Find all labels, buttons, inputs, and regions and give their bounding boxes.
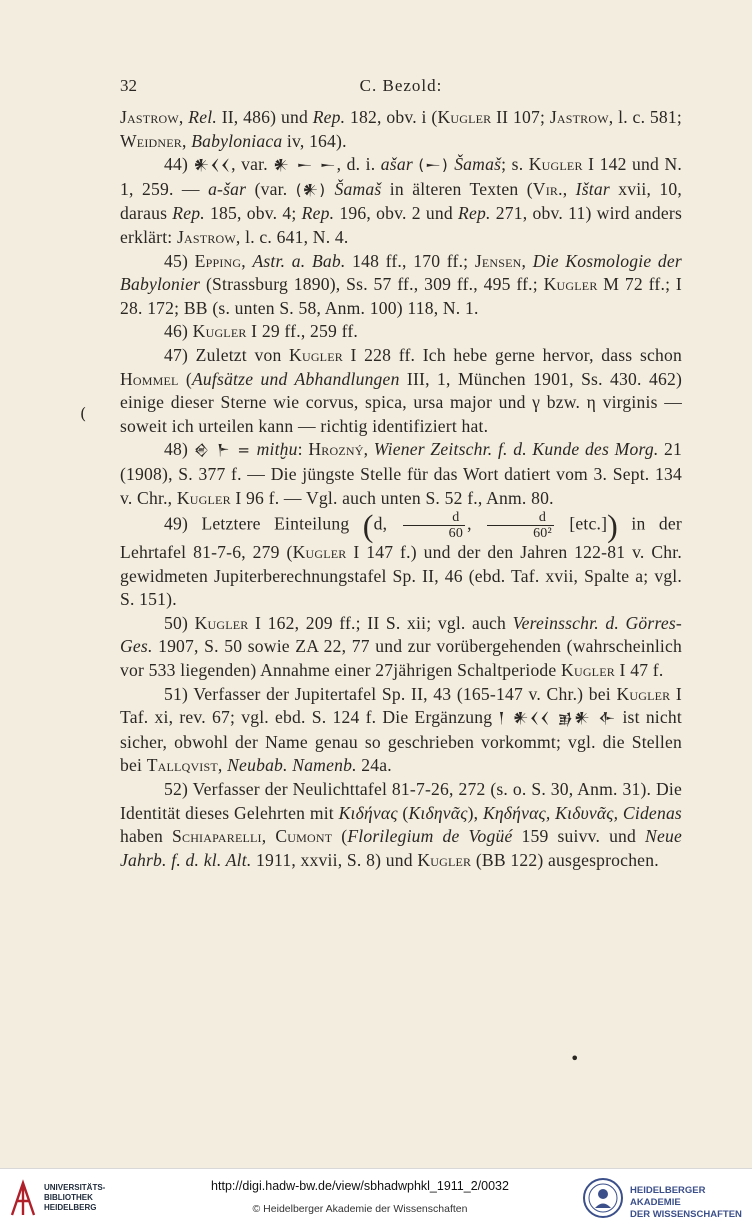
note-46: 46) Kugler I 29 ff., 259 ff. xyxy=(164,321,359,342)
note-51: 51) Verfasser der Jupitertafel Sp. II, 43 (165-147 v. Chr.) bei Kugler I Taf. xi, rev. 67; vgl. ebd. S. 124 f. Die Ergänzung 𒁹 𒀭𒌋𒌋 𒂊𒀭 𒅆 ist nicht sicher, obwohl der Name genau so geschrieben vorkommt; vgl. die Stellen bei Tallqvist, Neubab. Namenb. 24a. xyxy=(120,683,682,776)
page-header xyxy=(120,76,682,100)
fraction: $\frac{d}{\text{60²}}$ xyxy=(487,510,554,541)
note-50: 50) Kugler I 162, 209 ff.; II S. xii; vgl. auch Vereinsschr. d. Görres-Ges. 1907, S. 50 sowie ZA 22, 77 und zur vorübergehenden (wahrscheinlich vor 533 liegenden) Annahme einer 27jährigen Schaltperiode Kugler I 47 f. xyxy=(120,612,682,681)
cuneiform-glyph: 𒀭 𒀸 𒀸 xyxy=(273,156,337,175)
permalink-url[interactable]: http://digi.hadw-bw.de/view/sbhadwphkl_1911_2/0032 xyxy=(211,1179,509,1193)
note-45: 45) Epping, Astr. a. Bab. 148 ff., 170 ff.; Jensen, Die Kosmologie der Babylonier (Strassburg 1890), Ss. 57 ff., 309 ff., 495 ff.; Kugler M 72 ff.; I 28. 172; BB (s. unten S. 58, Anm. 100) 118, N. 1. xyxy=(120,250,682,318)
cuneiform-glyph: 𒄴 𒈨 = xyxy=(193,441,251,460)
academy-seal-icon xyxy=(582,1177,624,1219)
university-library-name: UNIVERSITÄTS- BIBLIOTHEK HEIDELBERG xyxy=(44,1183,106,1212)
fraction: $\frac{d}{60}$ xyxy=(403,510,465,541)
note-52: 52) Verfasser der Neulichttafel 81-7-26, 272 (s. o. S. 30, Anm. 31). Die Identität dieses Gelehrten mit Κιδήνας (Κιδηνᾶς), Κηδήνας, Κιδυνᾶς, Cidenas haben Schiaparelli, Cumont (Florilegium de Vogüé 159 suivv. und Neue Jahrb. f. d. kl. Alt. 1911, xxvii, S. 8) und Kugler (BB 122) ausgesprochen. xyxy=(120,779,682,870)
note-49: 49) Letztere Einteilung (d, $\frac{d}{60}$ , $\frac{d}{\text{60²}}$ [etc.]) in der Lehrtafel 81-7-6, 279 (Kugler I 147 f.) und der den Jahren 122-81 v. Chr. gewidmeten Jupiterberechnungstafel Sp. II, 46 (ebd. Taf. xvii, Spalte a; vgl. S. 151). xyxy=(120,507,682,610)
viewer-footer xyxy=(0,1168,752,1227)
university-library-logo-icon xyxy=(8,1179,38,1219)
academy-name: HEIDELBERGER AKADEMIE DER WISSENSCHAFTEN xyxy=(630,1185,742,1220)
note-44: 44) 𒀭𒌋𒌋, var. 𒀭 𒀸 𒀸, d. i. ašar (𒀸) Šamaš; s. Kugler I 142 und N. 1, 259. — a-šar (var. (𒀭) Šamaš in älteren Texten (Vir., Ištar xvii, 10, daraus Rep. 185, obv. 4; Rep. 196, obv. 2 und Rep. 271, obv. 11) wird anders erklärt: Jastrow, l. c. 641, N. 4. xyxy=(120,154,683,247)
cuneiform-glyph: (𒀭) xyxy=(295,180,327,199)
note-47: 47) Zuletzt von Kugler I 228 ff. Ich hebe gerne hervor, dass schon Hommel (Aufsätze und Abhandlungen III, 1, München 1901, Ss. 430. 462) einige dieser Sterne wie corvus, spica, ursa major und γ bzw. η virginis — soweit ich urteilen kann — richtig identifiziert hat. xyxy=(120,344,683,436)
footnotes-body xyxy=(120,106,682,872)
running-head: C. Bezold: xyxy=(359,76,443,95)
note-continuation: Jastrow, Rel. II, 486) und Rep. 182, obv. i (Kugler II 107; Jastrow, l. c. 581; Weidner, Babyloniaca iv, 164). xyxy=(120,107,682,151)
page-number: 32 xyxy=(120,76,137,95)
copyright-notice: © Heidelberger Akademie der Wissenschaften xyxy=(252,1203,468,1215)
stray-mark: • xyxy=(570,1049,580,1068)
cuneiform-glyph: 𒀭𒌋𒌋 xyxy=(193,156,232,175)
margin-mark: ( xyxy=(80,404,87,423)
cuneiform-glyph: 𒁹 𒀭𒌋𒌋 𒂊𒀭 𒅆 xyxy=(498,709,617,728)
cuneiform-glyph: (𒀸) xyxy=(418,156,449,175)
note-48: 48) 𒄴 𒈨 = mitḫu: Hrozný, Wiener Zeitschr. f. d. Kunde des Morg. 21 (1908), S. 377 f. — Die jüngste Stelle für das Wort datiert vom 3. Sept. 134 v. Chr., Kugler I 96 f. — Vgl. auch unten S. 52 f., Anm. 80. xyxy=(120,439,683,508)
